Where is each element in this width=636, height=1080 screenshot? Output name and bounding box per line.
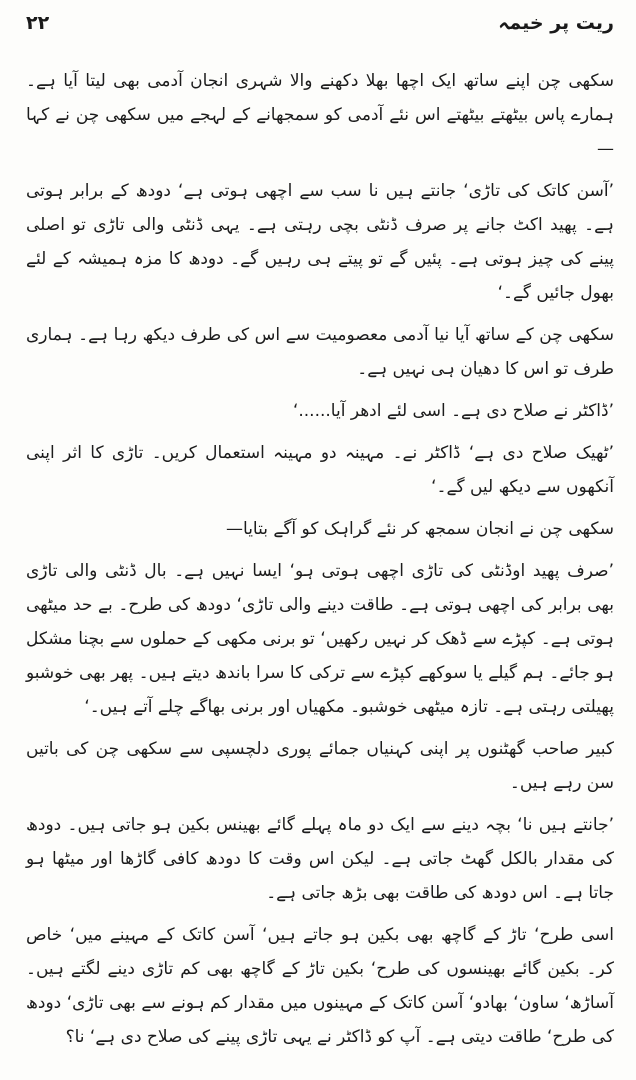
paragraph: ’صرف پھید اوڈنٹی کی تاڑی اچھی ہوتی ہو‘ ایسا نہیں ہے۔ بال ڈنٹی والی تاڑی بھی برابر کی اچھی ہوتی ہے۔ طاقت دینے والی تاڑی‘ دودھ کی طرح۔ بے حد میٹھی ہوتی ہے۔ کپڑے سے ڈھک کر نہیں رکھیں‘ تو برنی مکھی کے حملوں سے بچنا مشکل ہو جائے۔ ہم گیلے یا سوکھے کپڑے سے ترکی کا سرا باندھ دیتے ہیں۔ پھر بھی خوشبو پھیلتی رہتی ہے۔ تازہ میٹھی خوشبو۔ مکھیاں اور برنی بھاگے چلے آتے ہیں۔‘: [26, 561, 614, 717]
paragraph: سکھی چن نے انجان سمجھ کر نئے گراہک کو آگے بتایا—: [226, 519, 614, 539]
running-title: ریت پر خیمہ: [498, 12, 614, 34]
paragraph: ’ٹھیک صلاح دی ہے‘ ڈاکٹر نے۔ مہینہ دو مہینہ استعمال کریں۔ تاڑی کا اثر اپنی آنکھوں سے دیکھ لیں گے۔‘: [26, 443, 614, 497]
body-text: [26, 64, 614, 1062]
page-header: [26, 12, 614, 42]
paragraph: ’آسن کاتک کی تاڑی‘ جانتے ہیں نا سب سے اچھی ہوتی ہے‘ دودھ کے برابر ہوتی ہے۔ پھید اکٹ جانے پر صرف ڈنٹی بچی رہتی ہے۔ یہی ڈنٹی والی تاڑی تو اصلی پینے کی چیز ہوتی ہے۔ پئیں گے تو پیتے ہی رہیں گے۔ دودھ کا مزہ ہمیشہ کے لئے بھول جائیں گے۔‘: [26, 181, 614, 303]
paragraph: سکھی چن اپنے ساتھ ایک اچھا بھلا دکھنے والا شہری انجان آدمی بھی لیتا آیا ہے۔ ہمارے پاس بیٹھتے بیٹھتے اس نئے آدمی کو سمجھانے کے لہجے میں سکھی چن نے کہا—: [26, 71, 614, 159]
paragraph: کبیر صاحب گھٹنوں پر اپنی کہنیاں جمائے پوری دلچسپی سے سکھی چن کی باتیں سن رہے ہیں۔: [26, 739, 614, 793]
paragraph: سکھی چن کے ساتھ آیا نیا آدمی معصومیت سے اس کی طرف دیکھ رہا ہے۔ ہماری طرف تو اس کا دھیان ہی نہیں ہے۔: [26, 325, 614, 379]
paragraph: اسی طرح‘ تاڑ کے گاچھ بھی بکین ہو جاتے ہیں‘ آسن کاتک کے مہینے میں‘ خاص کر۔ بکین گائے بھینسوں کی طرح‘ بکین تاڑ کے گاچھ بھی کم تاڑی دینے لگتے ہیں۔ آساڑھ‘ ساون‘ بھادو‘ آسن کاتک کے مہینوں میں مقدار کم ہونے سے بھی تاڑی‘ دودھ کی طرح‘ طاقت دیتی ہے۔ آپ کو ڈاکٹر نے یہی تاڑی پینے کی صلاح دی ہے‘ نا؟: [26, 925, 614, 1047]
paragraph: ’ڈاکٹر نے صلاح دی ہے۔ اسی لئے ادھر آیا......‘: [292, 401, 614, 421]
page-number: ۲۲: [26, 12, 50, 34]
paragraph: ’جانتے ہیں نا‘ بچہ دینے سے ایک دو ماہ پہلے گائے بھینس بکین ہو جاتی ہیں۔ دودھ کی مقدار بالکل گھٹ جاتی ہے۔ لیکن اس وقت کا دودھ کافی گاڑھا اور میٹھا ہو جاتا ہے۔ اس دودھ کی طاقت بھی بڑھ جاتی ہے۔: [26, 815, 614, 903]
